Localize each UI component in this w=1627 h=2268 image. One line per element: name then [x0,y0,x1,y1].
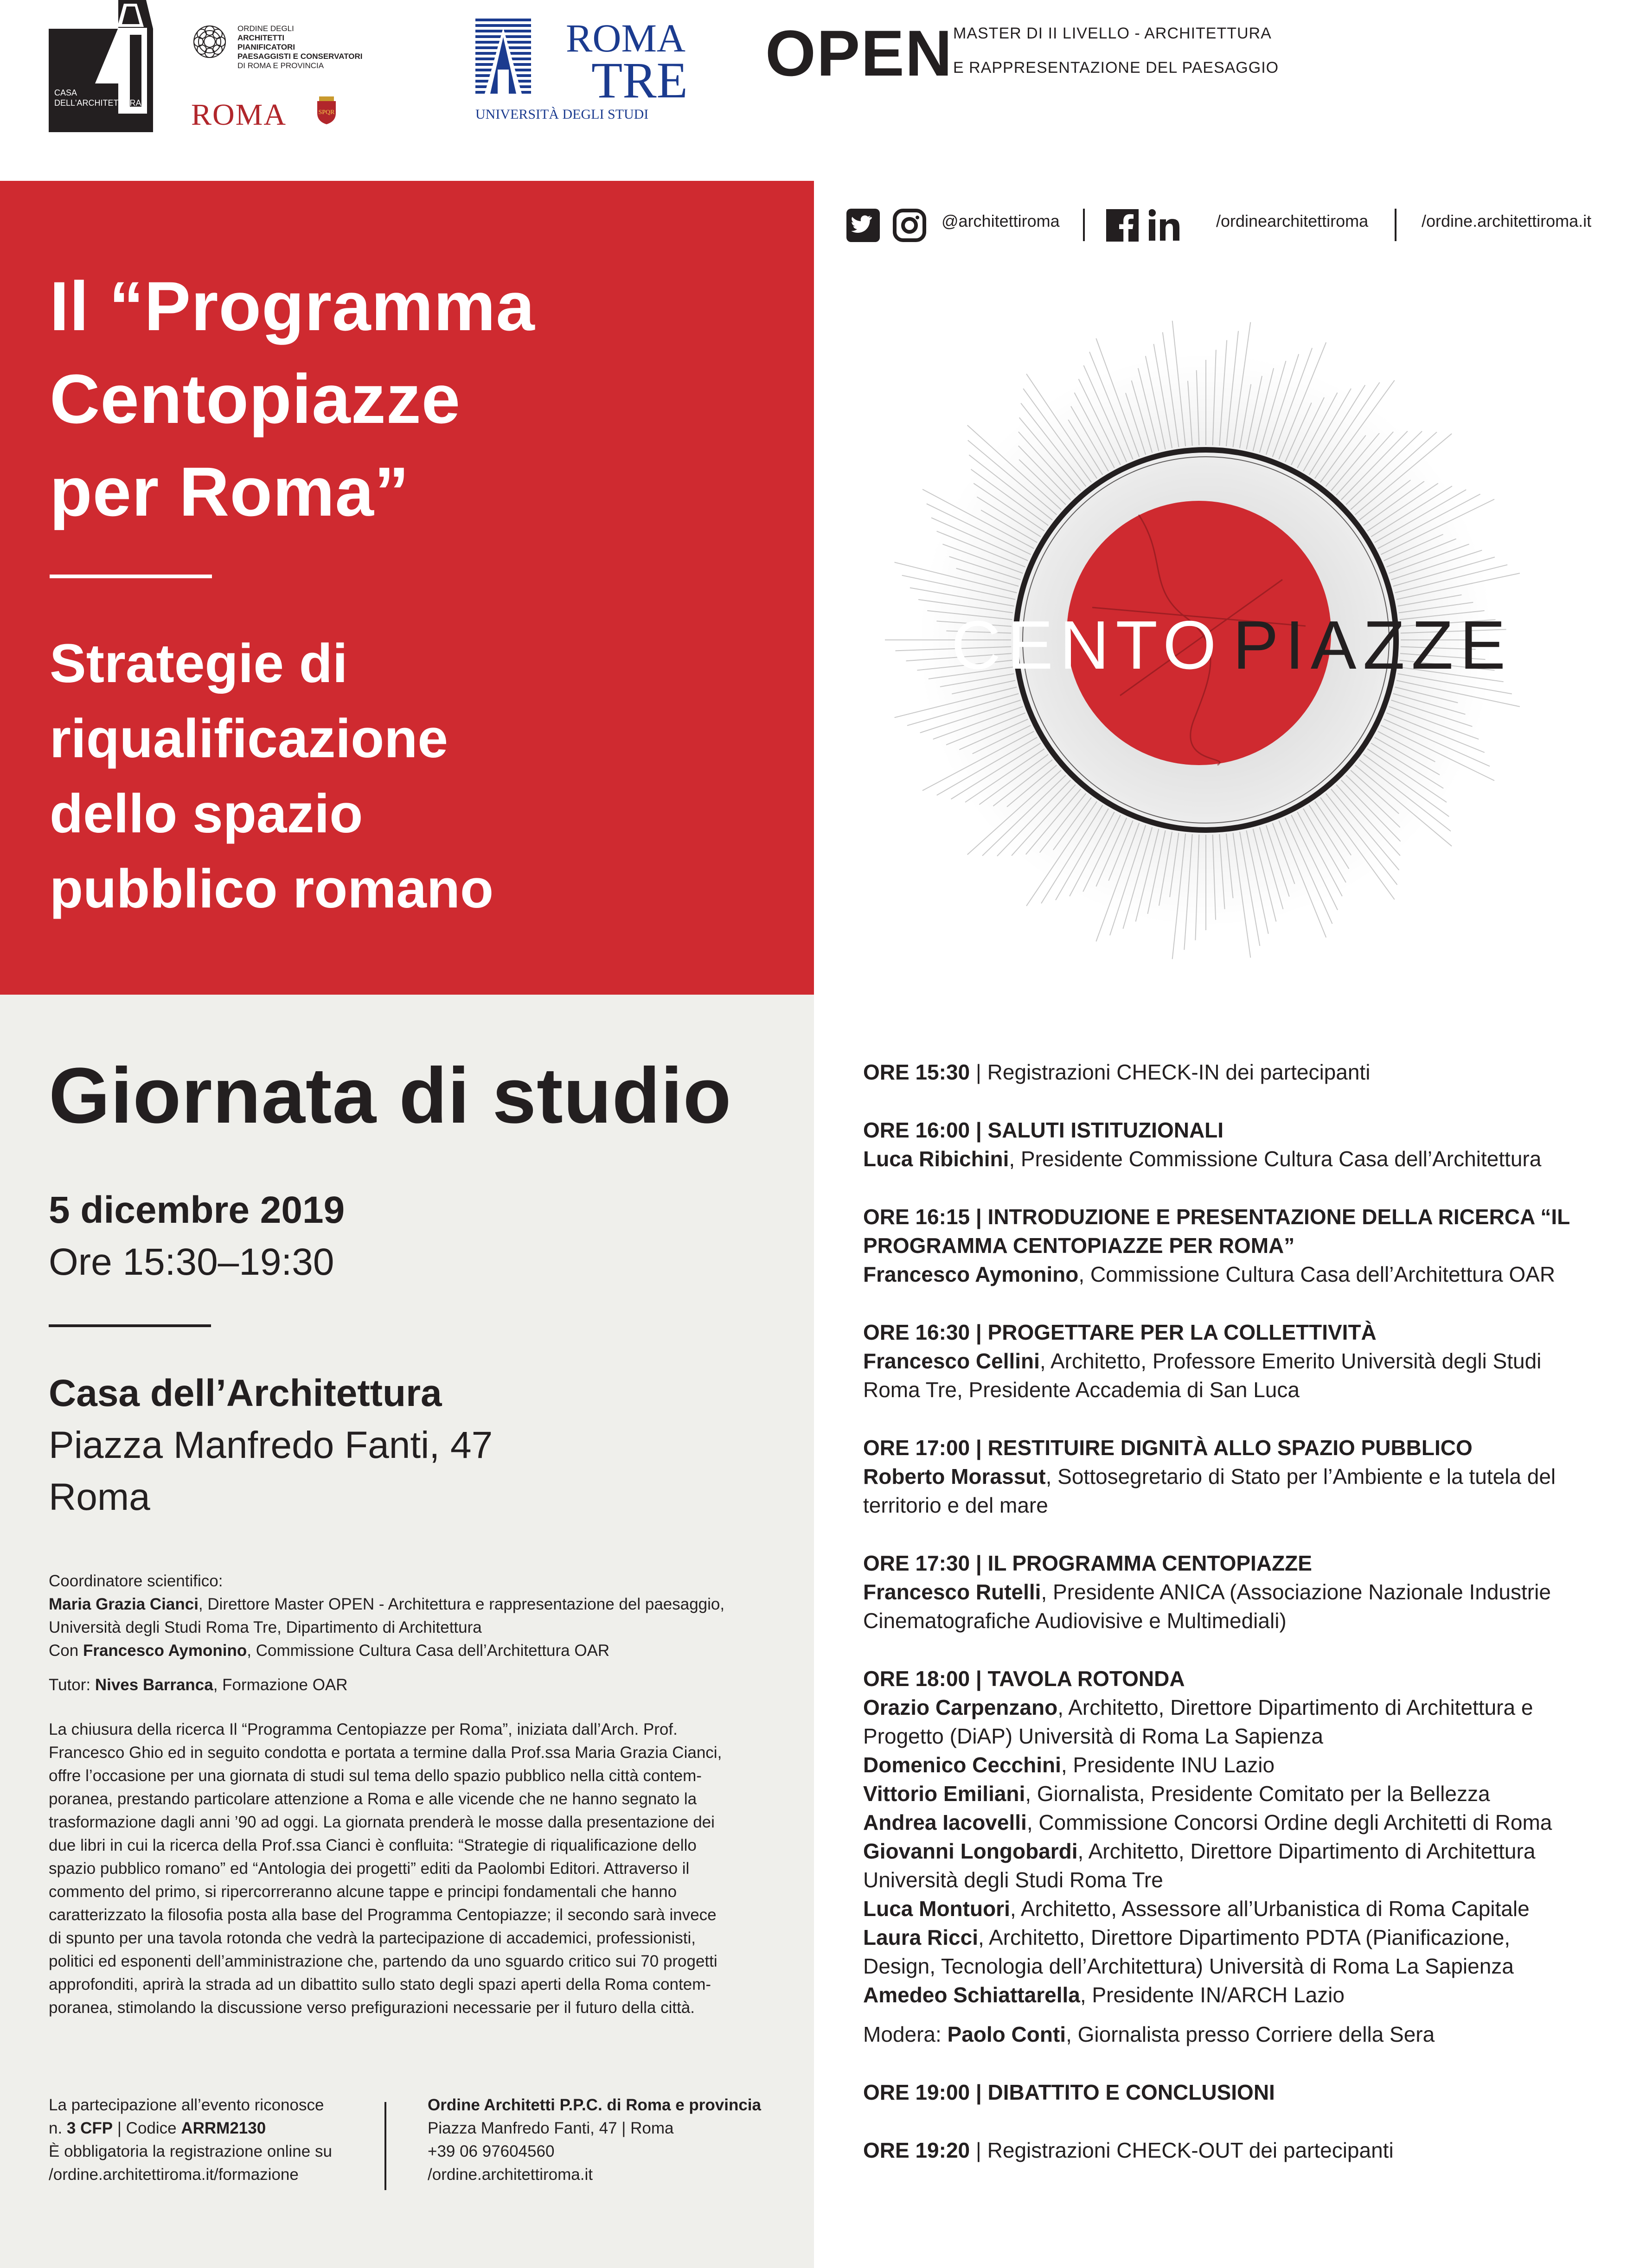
ordine-website[interactable]: /ordine.architettiroma.it [428,2166,593,2184]
program-line [863,1894,1530,1923]
program-bold-text: ORE 19:00 | DIBATTITO E CONCLUSIONI [863,2080,1275,2104]
program-bold-text: Francesco Cellini [863,1349,1040,1373]
event-heading: Giornata di studio [49,1052,732,1140]
program-line [863,1260,1555,1289]
program-text: | Registrazioni CHECK-IN dei partecipanti [970,1060,1371,1084]
tutor-role: , Formazione OAR [213,1676,348,1694]
roma-tre-logo[interactable] [475,16,688,130]
program-line [863,1231,1294,1260]
program-line [863,1866,1163,1894]
program-text: , Architetto, Assessore all’Urbanistica di Roma Capitale [1010,1897,1530,1921]
program-line [863,1116,1223,1144]
program-line [863,1751,1275,1779]
event-time: Ore 15:30–19:30 [49,1241,334,1283]
hero-subtitle-line-2: riqualificazione [50,708,448,769]
cfp-credits: 3 CFP [66,2119,113,2137]
program-text: , Presidente Commissione Cultura Casa dell’Architettura [1009,1147,1542,1171]
program-line [863,1578,1551,1606]
venue-address: Piazza Manfredo Fanti, 47 [49,1424,493,1466]
tutor-line [49,1674,772,1697]
with-line [49,1639,772,1662]
program-text: territorio e del mare [863,1493,1048,1517]
social-bar [814,195,1627,246]
hero-subtitle-line-4: pubblico romano [50,858,494,920]
program-line [863,1375,1300,1404]
ordine-line-2: ARCHITETTI [237,33,285,42]
ordine-rosette-icon [191,23,228,60]
cfp-registration-link[interactable]: /ordine.architettiroma.it/formazione [49,2166,299,2184]
roma-tre-line3: UNIVERSITÀ DEGLI STUDI [475,107,649,122]
description-paragraph [49,1718,781,2019]
program-bold-text: ORE 17:30 | IL PROGRAMMA CENTOPIAZZE [863,1551,1312,1575]
program-prefix: Modera: [863,2022,948,2046]
twitter-icon[interactable] [846,209,880,242]
description-line: caratterizzato la filosofia posta alla base del Programma Centopiazze; il secondo sarà invece [49,1906,717,1924]
social-facebook-handle[interactable]: /ordinearchitettiroma [1216,211,1369,230]
program-text: Roma Tre, Presidente Accademia di San Luca [863,1378,1300,1402]
description-line: due libri in cui la ricerca della Prof.ssa Cianci è confluita: “Strategie di riqualificazione dello [49,1836,697,1854]
roma-tre-arch-icon [475,19,550,102]
ordine-name: Ordine Architetti P.P.C. di Roma e provincia [428,2096,761,2114]
program-bold-text: Andrea Iacovelli [863,1810,1027,1834]
roma-label: ROMA [191,98,287,132]
coordinator-role: , Direttore Master OPEN - Architettura e rappresentazione del paesaggio, [198,1595,725,1613]
description-line: commento del primo, si ripercorreranno alcune tappe e principi fondamentali che hanno [49,1883,677,1901]
with-role: , Commissione Cultura Casa dell’Architettura OAR [247,1642,610,1660]
description-line: di spunto per una tavola rotonda che vedrà la partecipazione di accademici, professionisti, [49,1929,696,1947]
program-line [863,1837,1535,1866]
centopiazze-image-panel [814,181,1627,995]
program-bold-text: Amedeo Schiattarella [863,1983,1080,2007]
program-line [863,1202,1570,1231]
program-text: , Architetto, Professore Emerito Università degli Studi [1039,1349,1542,1373]
program-line [863,1433,1473,1462]
centopiazze-map-graphic [814,255,1627,978]
svg-text:SPQR: SPQR [318,109,335,116]
master-line2: E RAPPRESENTAZIONE DEL PAESAGGIO [953,59,1279,77]
program-bold-text: Paolo Conti [947,2022,1066,2046]
program-line [863,1549,1312,1578]
program-line [863,1981,1345,2009]
social-handle[interactable]: @architettiroma [942,211,1060,230]
coordinator-line [49,1593,772,1616]
roma-tre-line2: TRE [591,52,688,109]
program-line [863,1952,1514,1981]
open-label: OPEN [765,17,953,89]
description-line: La chiusura della ricerca Il “Programma Centopiazze per Roma”, iniziata dall’Arch. Prof. [49,1720,678,1738]
tutor-name: Nives Barranca [95,1676,213,1694]
program-text: , Giornalista, Presidente Comitato per la Bellezza [1025,1782,1490,1806]
hero-red-panel [0,181,814,995]
open-master-logo[interactable] [765,17,1299,90]
footer-separator [384,2102,386,2190]
coordinator-name: Maria Grazia Cianci [49,1595,199,1613]
cfp-line3: È obbligatoria la registrazione online su [49,2142,332,2160]
program-bold-text: Orazio Carpenzano [863,1695,1058,1719]
cfp-line1: La partecipazione all’evento riconosce [49,2096,324,2114]
program-bold-text: ORE 16:00 | SALUTI ISTITUZIONALI [863,1118,1224,1142]
social-separator-2 [1395,209,1396,241]
roma-tre-line1: ROMA [566,16,686,60]
description-line: approfonditi, aprirà la strada ad un dibattito sullo stato degli spazi aperti della Roma contem- [49,1975,711,1993]
venue-name: Casa dell’Architettura [49,1372,442,1414]
program-bold-text: Luca Ribichini [863,1147,1009,1171]
description-line: trasformazione dagli anni ’90 ad oggi. La giornata prenderà le mosse dalla presentazione dei [49,1813,715,1831]
casa-logo-line1: CASA [54,88,77,97]
venue-city: Roma [49,1476,150,1518]
facebook-icon[interactable] [1106,209,1139,242]
coordination-block [49,1570,772,1697]
event-divider [49,1324,211,1327]
linkedin-icon[interactable] [1149,209,1186,242]
program-line [863,1722,1323,1751]
hero-divider [50,575,212,578]
program-line [863,1318,1377,1347]
program-line [863,2020,1435,2049]
roma-coat-of-arms-icon [315,96,338,125]
social-separator-1 [1083,209,1085,241]
program-bold-text: PROGRAMMA CENTOPIAZZE PER ROMA” [863,1233,1295,1258]
instagram-icon[interactable] [893,209,926,242]
casa-logo-icon [49,0,153,132]
program-text: , Commissione Concorsi Ordine degli Architetti di Roma [1026,1810,1552,1834]
description-line: poranea, prestando particolare attenzione a Roma e alle vicende che ne hanno segnato la [49,1790,697,1808]
program-text: , Sottosegretario di Stato per l’Ambiente e la tutela del [1045,1464,1556,1489]
program-line [863,1923,1510,1952]
program-schedule [814,995,1627,2268]
centopiazze-word-cento: CENTO [951,607,1223,684]
header [0,0,1627,181]
program-bold-text: ORE 19:20 [863,2138,970,2162]
ordine-line-5: DI ROMA E PROVINCIA [237,61,324,70]
program-bold-text: ORE 17:00 | RESTITUIRE DIGNITÀ ALLO SPAZIO PUBBLICO [863,1436,1473,1460]
program-text: | Registrazioni CHECK-OUT dei partecipanti [970,2138,1394,2162]
program-text: , Presidente IN/ARCH Lazio [1080,1983,1345,2007]
ordine-line-3: PIANIFICATORI [237,43,295,51]
program-line [863,1808,1552,1837]
hero-subtitle-line-1: Strategie di [50,633,348,694]
centopiazze-word-piazze: PIAZZE [1233,607,1512,684]
casa-architettura-logo[interactable] [49,0,153,132]
program-line [863,1664,1185,1693]
description-line: offre l’occasione per una giornata di studi sul tema dello spazio pubblico nella città contem- [49,1767,702,1785]
description-line: spazio pubblico romano” ed “Antologia dei progetti” editi da Paolombi Editori. Attraverso il [49,1859,690,1878]
program-text: , Architetto, Direttore Dipartimento di Architettura e [1057,1695,1533,1719]
hero-title-line-2: Centopiazze [50,360,461,438]
program-line [863,1462,1556,1491]
program-bold-text: Roberto Morassut [863,1464,1046,1489]
casa-logo-line2: DELL'ARCHITETTURA [54,98,141,108]
cfp-prefix: n. [49,2119,67,2137]
program-text: Design, Tecnologia dell’Architettura) Università di Roma La Sapienza [863,1954,1514,1978]
program-bold-text: Domenico Cecchini [863,1753,1061,1777]
program-line [863,1491,1048,1520]
program-line [863,2078,1275,2107]
description-line: politici ed esponenti dell’amministrazione che, partendo da uno sguardo critico sui 70 progetti [49,1952,717,1970]
hero-subtitle-line-3: dello spazio [50,783,363,844]
with-name: Francesco Aymonino [83,1642,247,1660]
program-line [863,1347,1541,1375]
ordine-phone[interactable]: +39 06 97604560 [428,2142,555,2160]
ordine-line-4: PAESAGGISTI E CONSERVATORI [237,52,363,61]
master-line1: MASTER DI II LIVELLO - ARCHITETTURA [953,25,1272,42]
program-text: , Giornalista presso Corriere della Sera [1066,2022,1435,2046]
program-text: , Architetto, Direttore Dipartimento di Architettura [1077,1839,1536,1863]
program-text: , Presidente ANICA (Associazione Nazionale Industrie [1041,1580,1551,1604]
program-text: , Commissione Cultura Casa dell’Architettura OAR [1078,1262,1556,1286]
description-line: poranea, stimolando la discussione verso prefigurazioni necessarie per il futuro della città. [49,1999,695,2017]
program-text: , Presidente INU Lazio [1061,1753,1275,1777]
hero-title-line-1: Il “Programma [50,267,535,345]
ordine-contact-block [428,2094,799,2186]
program-line [863,1144,1541,1173]
program-bold-text: Vittorio Emiliani [863,1782,1025,1806]
event-date: 5 dicembre 2019 [49,1189,345,1231]
program-bold-text: ORE 18:00 | TAVOLA ROTONDA [863,1667,1185,1691]
program-text: Progetto (DiAP) Università di Roma La Sapienza [863,1724,1324,1748]
program-bold-text: Giovanni Longobardi [863,1839,1078,1863]
tutor-prefix: Tutor: [49,1676,95,1694]
program-bold-text: Francesco Aymonino [863,1262,1079,1286]
social-website[interactable]: /ordine.architettiroma.it [1422,211,1592,230]
program-text: Università degli Studi Roma Tre [863,1868,1163,1892]
program-bold-text: Francesco Rutelli [863,1580,1041,1604]
program-text: Cinematografiche Audiovisive e Multimediali) [863,1609,1287,1633]
ordine-architetti-logo[interactable] [191,23,391,134]
description-line: Francesco Ghio ed in seguito condotta e portata a termine dalla Prof.ssa Maria Grazia Cianci, [49,1744,722,1762]
cfp-block [49,2094,383,2186]
ordine-address: Piazza Manfredo Fanti, 47 | Roma [428,2119,674,2137]
coordination-label: Coordinatore scientifico: [49,1572,223,1590]
cfp-code-label: | Codice [113,2119,181,2137]
program-bold-text: ORE 16:30 | PROGETTARE PER LA COLLETTIVITÀ [863,1320,1377,1344]
program-bold-text: ORE 15:30 [863,1060,970,1084]
coordinator-role-2: Università degli Studi Roma Tre, Dipartimento di Architettura [49,1618,482,1636]
program-bold-text: Laura Ricci [863,1925,978,1949]
program-line [863,1779,1490,1808]
program-bold-text: ORE 16:15 | INTRODUZIONE E PRESENTAZIONE DELLA RICERCA “IL [863,1205,1570,1229]
program-bold-text: Luca Montuori [863,1897,1010,1921]
cfp-line2 [49,2117,383,2140]
ordine-line-1: ORDINE DEGLI [237,24,294,33]
event-info-panel [0,995,814,2268]
hero-title-line-3: per Roma” [50,453,410,530]
program-line [863,2136,1394,2165]
cfp-code: ARRM2130 [181,2119,266,2137]
program-line [863,1693,1533,1722]
program-text: , Architetto, Direttore Dipartimento PDTA (Pianificazione, [978,1925,1511,1949]
program-line [863,1058,1370,1086]
program-line [863,1606,1287,1635]
with-prefix: Con [49,1642,83,1660]
